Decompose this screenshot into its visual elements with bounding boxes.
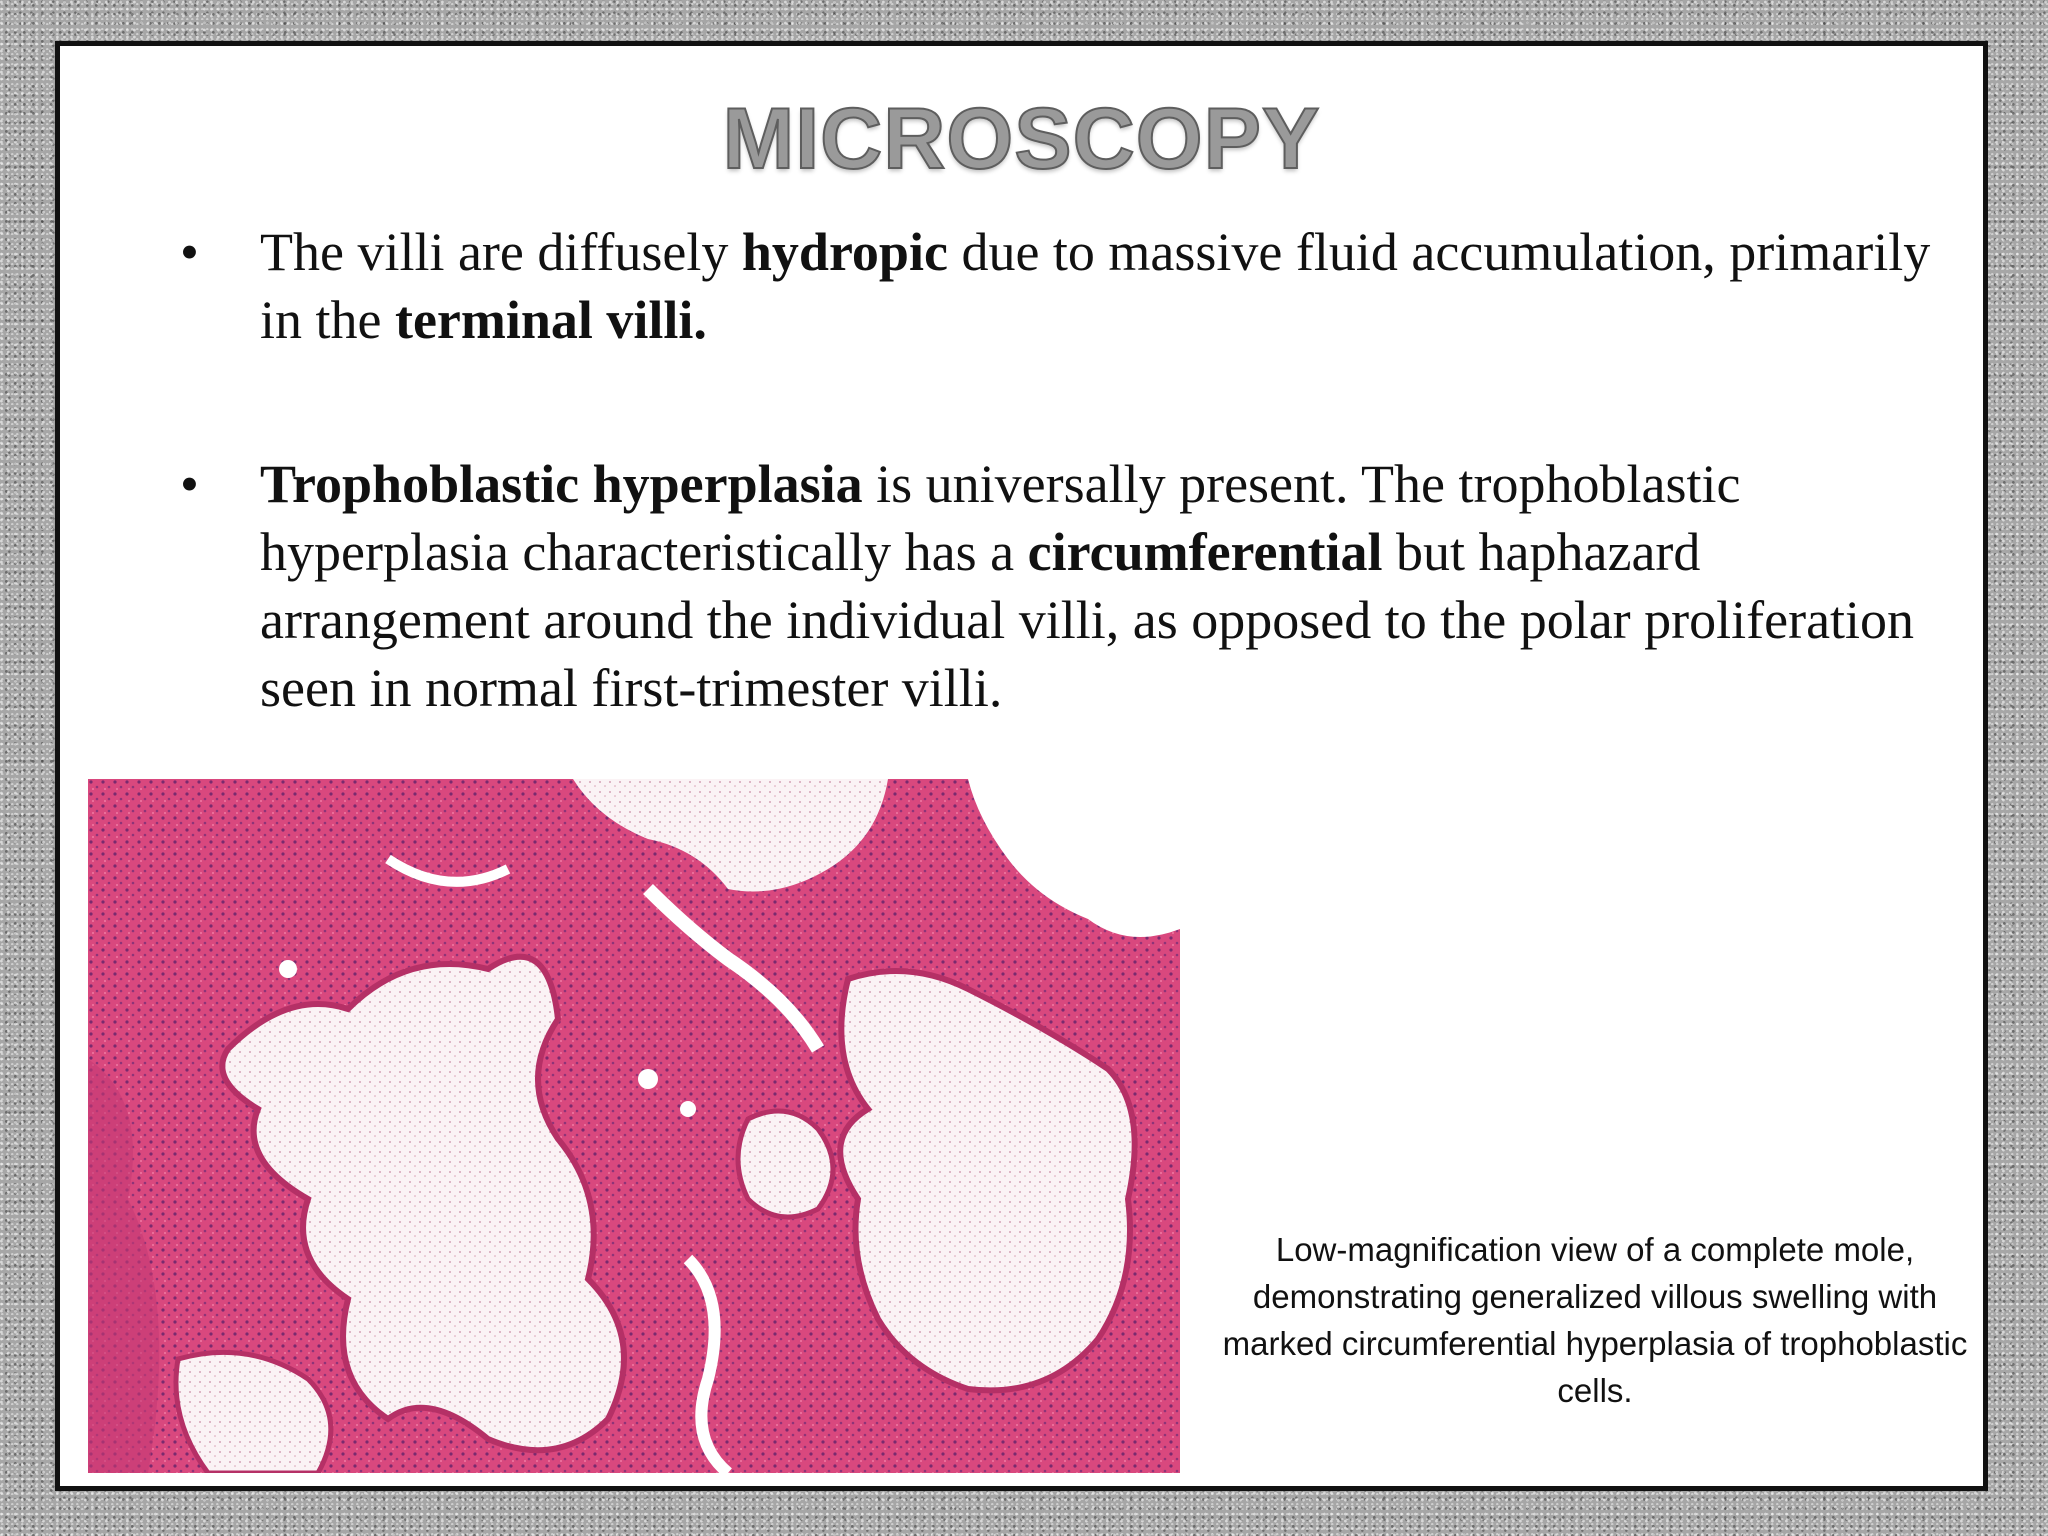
bullet-text-bold: hydropic xyxy=(741,222,948,282)
bullet-marker: • xyxy=(180,222,199,282)
bullet-text-bold: circumferential xyxy=(1027,522,1383,582)
bullet-text-bold: terminal villi. xyxy=(394,290,707,350)
bullet-marker: • xyxy=(180,454,199,514)
bullet-item-trophoblastic-hyperplasia xyxy=(120,450,1970,722)
bullet-text-segment: but haphazard arrangement around the individual villi, as opposed to the polar proliferation seen in normal first-trimester villi. xyxy=(260,522,1915,718)
micrograph-illustration xyxy=(88,779,1180,1473)
bullet-item-hydropic-villi xyxy=(120,218,1970,354)
image-caption: Low-magnification view of a complete mole, demonstrating generalized villous swelling with marked circumferential hyperplasia of trophoblastic cells. xyxy=(1222,1231,1968,1409)
histology-micrograph xyxy=(88,779,1180,1473)
bullet-text-bold: Trophoblastic hyperplasia xyxy=(260,454,863,514)
bullet-text-segment: due to massive fluid accumulation, primarily in the xyxy=(260,222,1931,350)
bullet-list xyxy=(120,218,1970,722)
bullet-text-segment: is universally present. The trophoblastic hyperplasia characteristically has a xyxy=(260,454,1741,582)
bullet-text-segment: The villi are diffusely xyxy=(260,222,742,282)
slide-title: MICROSCOPY xyxy=(722,91,1321,187)
slide xyxy=(55,41,1988,1491)
